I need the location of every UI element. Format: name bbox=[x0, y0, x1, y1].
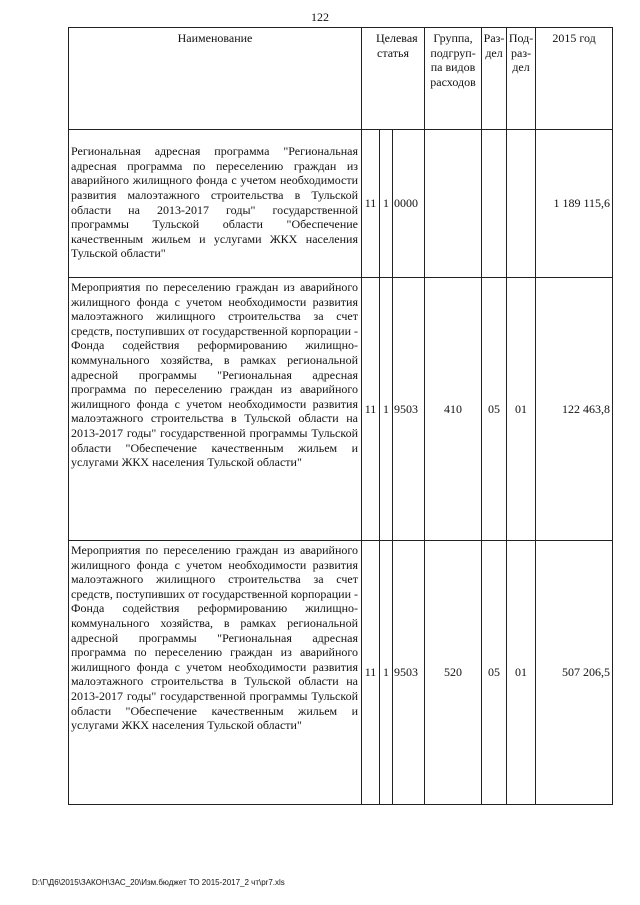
amount: 507 206,5 bbox=[536, 541, 613, 805]
amount: 1 189 115,6 bbox=[536, 130, 613, 278]
subsection: 01 bbox=[507, 278, 536, 541]
file-path: D:\Г\Д6\2015\ЗАКОН\ЗАС_20\Изм.бюджет ТО 2015-2017_2 чт\pr7.xls bbox=[32, 878, 285, 887]
expense-group bbox=[425, 130, 482, 278]
table-row bbox=[69, 278, 613, 541]
section: 05 bbox=[482, 278, 507, 541]
expense-group: 520 bbox=[425, 541, 482, 805]
header-expense-group: Группа, подгруп-па видов расходов bbox=[425, 28, 482, 130]
expense-group: 410 bbox=[425, 278, 482, 541]
header-name: Наименование bbox=[69, 28, 362, 130]
header-subsection: Под-раз-дел bbox=[507, 28, 536, 130]
row-name: Региональная адресная программа "Региональная адресная программа по переселению граждан из аварийного жилищного фонда с учетом необходимости развития малоэтажного строительства в Тульской области на 2013-2017 годы" государственной программы Тульской области "Обеспечение качественным жильем и услугами ЖКХ населения Тульской области" bbox=[69, 130, 362, 278]
header-target-article: Целевая статья bbox=[362, 28, 425, 130]
table-row bbox=[69, 130, 613, 278]
table-header-row bbox=[69, 28, 613, 130]
target-code-3: 9503 bbox=[393, 278, 425, 541]
target-code-3: 9503 bbox=[393, 541, 425, 805]
page-number: 122 bbox=[311, 10, 329, 24]
target-code-1: 11 bbox=[362, 130, 380, 278]
target-code-2: 1 bbox=[380, 541, 393, 805]
section bbox=[482, 130, 507, 278]
target-code-2: 1 bbox=[380, 130, 393, 278]
budget-table bbox=[68, 27, 613, 805]
header-year-2015: 2015 год bbox=[536, 28, 613, 130]
subsection: 01 bbox=[507, 541, 536, 805]
table-row bbox=[69, 541, 613, 805]
amount: 122 463,8 bbox=[536, 278, 613, 541]
target-code-1: 11 bbox=[362, 541, 380, 805]
target-code-2: 1 bbox=[380, 278, 393, 541]
section: 05 bbox=[482, 541, 507, 805]
target-code-1: 11 bbox=[362, 278, 380, 541]
row-name: Мероприятия по переселению граждан из аварийного жилищного фонда с учетом необходимости развития малоэтажного жилищного строительства за счет средств, поступивших от государственной корпорации - Фонда содействия реформированию жилищно-коммунального хозяйства, в рамках региональной адресной программы "Региональная адресная программа по переселению граждан из аварийного жилищного фонда с учетом необходимости развития малоэтажного строительства в Тульской области на 2013-2017 годы" государственной программы Тульской области "Обеспечение качественным жильем и услугами ЖКХ населения Тульской области" bbox=[69, 541, 362, 805]
row-name: Мероприятия по переселению граждан из аварийного жилищного фонда с учетом необходимости развития малоэтажного жилищного строительства за счет средств, поступивших от государственной корпорации - Фонда содействия реформированию жилищно-коммунального хозяйства, в рамках региональной адресной программы "Региональная адресная программа по переселению граждан из аварийного жилищного фонда с учетом необходимости развития малоэтажного строительства в Тульской области на 2013-2017 годы" государственной программы Тульской области "Обеспечение качественным жильем и услугами ЖКХ населения Тульской области" bbox=[69, 278, 362, 541]
header-section: Раз-дел bbox=[482, 28, 507, 130]
target-code-3: 0000 bbox=[393, 130, 425, 278]
subsection bbox=[507, 130, 536, 278]
